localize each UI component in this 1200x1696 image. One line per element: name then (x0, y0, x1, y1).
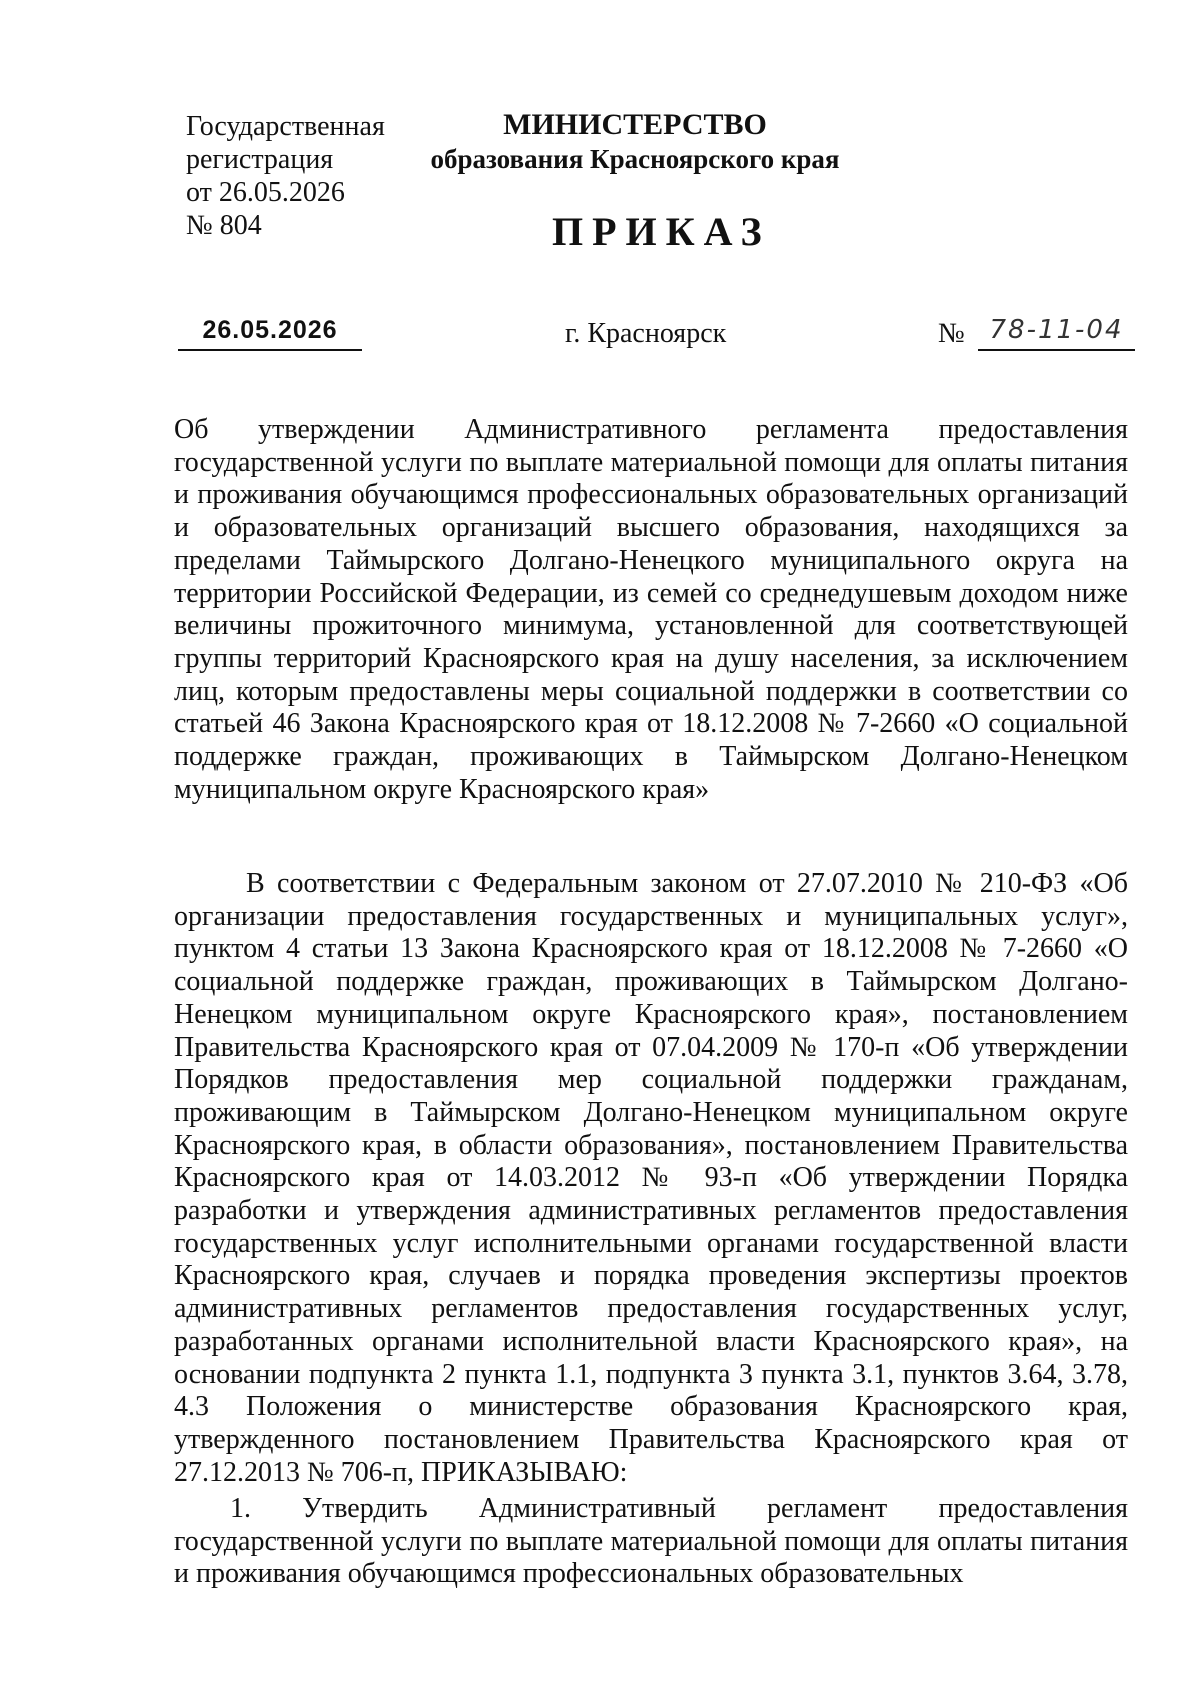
order-number-label: № (938, 318, 965, 349)
registration-line-1: Государственная (186, 111, 385, 142)
document-type-title: ПРИКАЗ (552, 209, 771, 254)
registration-number: № 804 (186, 210, 262, 241)
registration-line-2: регистрация (186, 144, 334, 175)
order-preamble: В соответствии с Федеральным законом от 27.07.2010 № 210-ФЗ «Об организации предоставления государственных и муниципальных услуг», пунктом 4 статьи 13 Закона Красноярского края от 18.12.2008 № 7-2660 «О социальной поддержке граждан, проживающих в Таймырском Долгано-Ненецком муниципальном округе Красноярского края», постановлением Правительства Красноярского края от 07.04.2009 № 170-п «Об утверждении Порядков предоставления мер социальной поддержки гражданам, проживающим в Таймырском Долгано-Ненецком муниципальном округе Красноярского края, в области образования», постановлением Правительства Красноярского края от 14.03.2012 № 93-п «Об утверждении Порядка разработки и утверждения административных регламентов предоставления государственных услуг исполнительными органами государственной власти Красноярского края, случаев и порядка проведения экспертизы проектов административных регламентов предоставления государственных услуг, разработанных органами исполнительной власти Красноярского края», на основании подпункта 2 пункта 1.1, подпункта 3 пункта 3.1, пунктов 3.64, 3.78, 4.3 Положения о министерстве образования Красноярского края, утвержденного постановлением Правительства Красноярского края от 27.12.2013 № 706-п, ПРИКАЗЫВАЮ: (174, 868, 1128, 1488)
order-clause-1: 1. Утвердить Административный регламент предоставления государственной услуги по выплате материальной помощи для оплаты питания и проживания обучающимся профессиональных образовательных (174, 1493, 1128, 1590)
ministry-header (420, 108, 920, 176)
order-subject-title: Об утверждении Административного регламента предоставления государственной услуги по выплате материальной помощи для оплаты питания и проживания обучающимся профессиональных образовательных организаций и образовательных организаций высшего образования, находящихся за пределами Таймырского Долгано-Ненецкого муниципального округа на территории Российской Федерации, из семей со среднедушевым доходом ниже величины прожиточного минимума, установленной для соответствующей группы территорий Красноярского края на душу населения, за исключением лиц, которым предоставлены меры социальной поддержки в соответствии со статьей 46 Закона Красноярского края от 18.12.2008 № 7-2660 «О социальной поддержке граждан, проживающих в Таймырском Долгано-Ненецком муниципальном округе Красноярского края» (174, 414, 1128, 805)
order-place: г. Красноярск (565, 318, 727, 349)
registration-date: от 26.05.2026 (186, 177, 345, 208)
ministry-subtitle: образования Красноярского края (430, 144, 840, 174)
order-date: 26.05.2026 (178, 313, 362, 351)
order-number: 78-11-04 (978, 313, 1135, 351)
ministry-name: МИНИСТЕРСТВО (503, 108, 767, 141)
